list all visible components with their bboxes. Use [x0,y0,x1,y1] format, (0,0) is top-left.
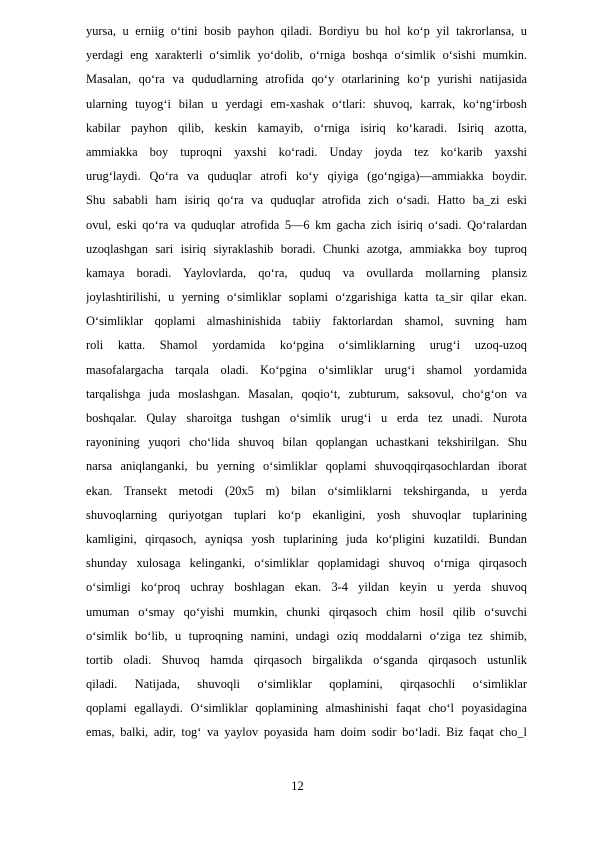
text-line: yursa, u erniig o‘tini bosib payhon qiladi. Bordiyu bu hol ko‘p yil takrorlansa, u [86,24,527,38]
text-line: o‘simligi ko‘proq uchray boshlagan ekan. 3-4 yildan keyin u yerda shuvoq [86,580,527,595]
text-line: shuvoqlarning quriyotgan tuplari ko‘p ekanligini, yosh shuvoqlar tuplarining [86,507,527,522]
text-line: roli katta. Shamol yordamida ko‘pgina o‘simliklarning urug‘i uzoq-uzoq [86,338,527,353]
text-line: joylashtirilishi, u yerning o‘simliklar soplami o‘zgarishiga katta ta_sir qilar ekan. [86,290,527,305]
text-line: kamligini, qirqasoch, ayniqsa yosh tuplarining juda ko‘pligini kuzatildi. Bundan [86,531,527,546]
document-body [86,19,527,745]
page-number: 12 [291,779,304,793]
text-line: ovul, eski qo‘ra va quduqlar atrofida 5—6 km gacha zich isiriq o‘sadi. Qo‘ralardan [86,217,527,232]
text-line: kabilar payhon qilib, keskin kamayib, o‘rniga isiriq ko‘karadi. Isiriq azotta, [86,120,527,135]
text-line: qoplami egallaydi. O‘simliklar qoplamining almashinishi faqat cho‘l poyasidagina [86,701,527,716]
text-line: ularning tuyog‘i bilan u yerdagi em-xashak o‘tlari: shuvoq, karrak, ko‘ng‘irbosh [86,96,527,111]
text-line: yerdagi eng xarakterli o‘simlik yo‘dolib, o‘rniga boshqa o‘simlik o‘sishi mumkin. [86,48,527,63]
text-line: urug‘laydi. Qo‘ra va quduqlar atrofi ko‘y qiyiga (go‘ngiga)—ammiakka boydir. [86,169,527,184]
text-line: umuman o‘smay qo‘yishi mumkin, chunki qirqasoch chim hosil qilib o‘suvchi [86,604,527,619]
text-line: rayonining yuqori cho‘lida shuvoq bilan qoplangan uchastkani tekshirilgan. Shu [86,435,527,450]
text-line: emas, balki, adir, tog‘ va yaylov poyasida ham doim sodir bo‘ladi. Biz faqat cho_l [86,725,527,740]
text-line: qiladi. Natijada, shuvoqli o‘simliklar qoplamini, qirqasochli o‘simliklar [86,677,527,692]
text-line: ammiakka boy tuproqni yaxshi ko‘radi. Unday joyda tez ko‘karib yaxshi [86,144,527,159]
text-line: narsa aniqlanganki, bu yerning o‘simliklar qoplami shuvoqqirqasochlardan iborat [86,459,527,474]
text-line: ekan. Transekt metodi (20x5 m) bilan o‘simliklarni tekshirganda, u yerda [86,483,527,498]
text-line: kamaya boradi. Yaylovlarda, qo‘ra, quduq va ovullarda mollarning plansiz [86,265,527,280]
text-line: o‘simlik bo‘lib, u tuproqning namini, undagi oziq moddalarni o‘ziga tez shimib, [86,628,527,643]
text-line: Shu sababli ham isiriq qo‘ra va quduqlar atrofida zich o‘sadi. Hatto ba_zi eski [86,193,527,208]
text-line: tortib oladi. Shuvoq hamda qirqasoch birgalikda o‘sganda qirqasoch ustunlik [86,652,527,667]
text-line: uzoqlashgan sari isiriq siyraklashib boradi. Chunki azotga, ammiakka boy tuproq [86,241,527,256]
text-line: tarqalishga juda moslashgan. Masalan, qoqio‘t, zubturum, saksovul, cho‘g‘on va [86,386,527,401]
text-line: shunday xulosaga kelinganki, o‘simliklar qoplamidagi shuvoq o‘rniga qirqasoch [86,556,527,571]
text-line: Masalan, qo‘ra va qududlarning atrofida qo‘y otarlarining ko‘p yurishi natijasida [86,72,527,87]
text-line: O‘simliklar qoplami almashinishida tabiiy faktorlardan shamol, suvning ham [86,314,527,329]
text-line: masofalargacha tarqala oladi. Ko‘pgina o‘simliklar urug‘i shamol yordamida [86,362,527,377]
text-line: boshqalar. Qulay sharoitga tushgan o‘simlik urug‘i u erda tez unadi. Nurota [86,411,527,425]
